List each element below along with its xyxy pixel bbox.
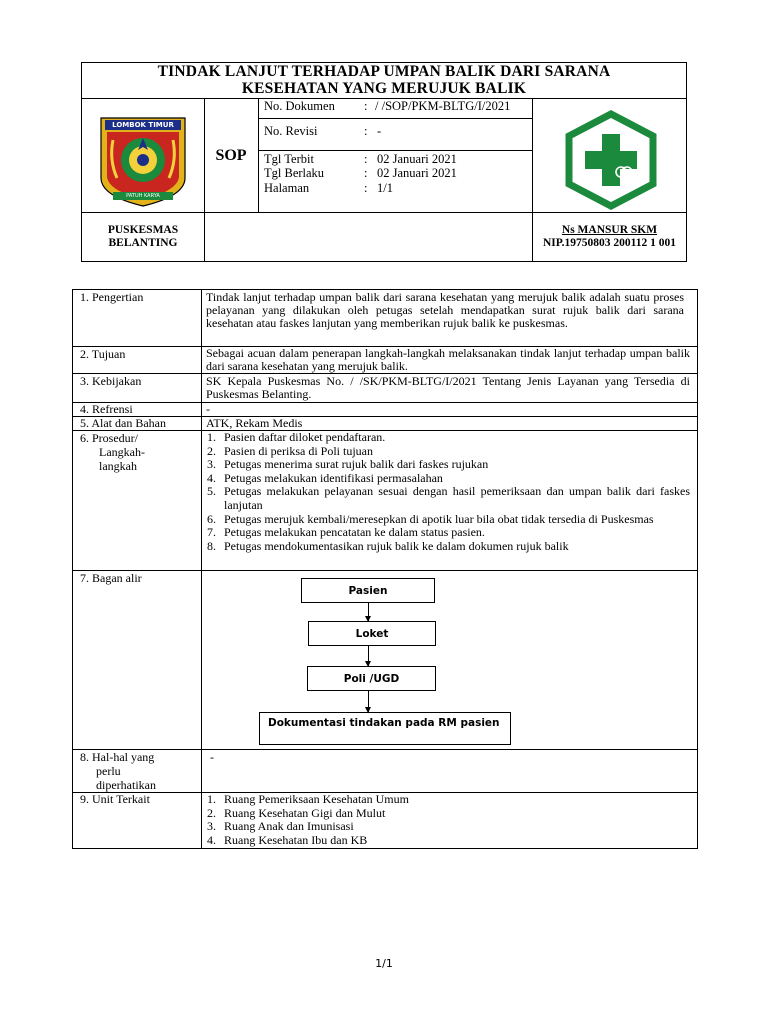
header-col-divider-1 bbox=[204, 98, 205, 262]
list-item bbox=[207, 431, 690, 445]
meta-value-tgl-terbit: 02 Januari 2021 bbox=[377, 152, 457, 166]
meta-sep: : bbox=[364, 181, 368, 195]
step-number: 1. bbox=[207, 430, 216, 444]
step-text: Petugas melakukan pelayanan sesuai dengan hasil pemeriksaan dan umpan balik dari faskes lanjutan bbox=[224, 484, 690, 512]
step-text: Petugas mendokumentasikan rujuk balik ke dalam dokumen rujuk balik bbox=[224, 538, 569, 553]
row-divider bbox=[72, 402, 698, 403]
row-text-alat-bahan: ATK, Rekam Medis bbox=[206, 416, 303, 430]
signer-nip: NIP.19750803 200112 1 001 bbox=[542, 237, 677, 249]
row-label-alat-bahan: 5. Alat dan Bahan bbox=[80, 416, 166, 430]
row-text-hal-hal: - bbox=[210, 750, 214, 764]
flow-box-loket: Loket bbox=[308, 621, 436, 646]
unit-text: Ruang Kesehatan Ibu dan KB bbox=[224, 832, 368, 847]
list-item bbox=[207, 540, 690, 554]
meta-sep: : bbox=[364, 152, 368, 166]
row-label-kebijakan: 3. Kebijakan bbox=[80, 374, 142, 388]
header-row-divider-b bbox=[258, 150, 532, 151]
row-text-refrensi: - bbox=[206, 402, 210, 416]
row-label-tujuan: 2. Tujuan bbox=[80, 347, 126, 361]
meta-label-tgl-terbit: Tgl Terbit bbox=[264, 152, 314, 166]
meta-value-tgl-berlaku: 02 Januari 2021 bbox=[377, 166, 457, 180]
unit-text: Ruang Kesehatan Gigi dan Mulut bbox=[224, 805, 386, 820]
page-number: 1/1 bbox=[375, 957, 393, 970]
row-label-prosedur: 6. Prosedur/ bbox=[80, 431, 138, 445]
meta-value-no-revisi: - bbox=[377, 124, 382, 138]
unit-number: 3. bbox=[207, 819, 216, 834]
org-name-line2: BELANTING bbox=[108, 237, 178, 249]
doc-title-line1: TINDAK LANJUT TERHADAP UMPAN BALIK DARI SARANA bbox=[157, 63, 611, 80]
meta-label-no-revisi: No. Revisi bbox=[264, 124, 318, 138]
meta-label-tgl-berlaku: Tgl Berlaku bbox=[264, 166, 325, 180]
row-label-refrensi: 4. Refrensi bbox=[80, 402, 133, 416]
list-item bbox=[207, 513, 690, 527]
flow-box-dokumentasi: Dokumentasi tindakan pada RM pasien bbox=[259, 712, 511, 745]
unit-number: 2. bbox=[207, 805, 216, 820]
row-label-hal-hal: 8. Hal-hal yang bbox=[80, 750, 155, 764]
step-number: 5. bbox=[207, 484, 216, 499]
meta-sep: : bbox=[364, 166, 368, 180]
step-text: Pasien di periksa di Poli tujuan bbox=[224, 443, 373, 458]
step-text: Petugas melakukan pencatatan ke dalam status pasien. bbox=[224, 525, 485, 540]
header-bottom-divider bbox=[81, 212, 687, 213]
header-col-divider-2 bbox=[258, 98, 259, 212]
row-divider bbox=[72, 749, 698, 750]
step-text: Petugas merujuk kembali/meresepkan di apotik luar bila obat tidak tersedia di Puskesmas bbox=[224, 511, 654, 526]
step-number: 2. bbox=[207, 443, 216, 458]
row-label-pengertian: 1. Pengertian bbox=[80, 290, 144, 304]
row-label-prosedur-3: langkah bbox=[99, 459, 137, 473]
unit-text: Ruang Pemeriksaan Kesehatan Umum bbox=[224, 792, 409, 806]
unit-text: Ruang Anak dan Imunisasi bbox=[224, 819, 354, 834]
meta-label-no-dokumen: No. Dokumen bbox=[264, 99, 335, 113]
row-label-prosedur-2: Langkah- bbox=[99, 445, 145, 459]
step-number: 6. bbox=[207, 511, 216, 526]
row-text-pengertian: Tindak lanjut terhadap umpan balik dari sarana kesehatan yang merujuk balik adalah suatu proses pelayanan yang dilakukan oleh petugas setelah mendapatkan surat rujuk balik dari sarana kesehatan atau faskes lanjutan yang memberikan rujuk balik ke puskesmas. bbox=[206, 290, 684, 331]
sop-label: SOP bbox=[215, 147, 247, 164]
logo-text-bottom: PATUH KARYA bbox=[126, 193, 160, 199]
list-item bbox=[207, 526, 690, 540]
row-label-hal-hal-3: diperhatikan bbox=[96, 778, 156, 792]
list-item bbox=[207, 458, 690, 472]
flow-arrow bbox=[368, 691, 369, 712]
row-label-hal-hal-2: perlu bbox=[96, 764, 121, 778]
org-name-line1: PUSKESMAS bbox=[107, 224, 179, 236]
row-label-bagan-alir: 7. Bagan alir bbox=[80, 571, 142, 585]
flow-arrow bbox=[368, 646, 369, 666]
doc-title-line2: KESEHATAN YANG MERUJUK BALIK bbox=[241, 80, 527, 97]
unit-number: 1. bbox=[207, 792, 216, 806]
list-item bbox=[207, 807, 690, 821]
meta-label-halaman: Halaman bbox=[264, 181, 310, 195]
row-text-kebijakan: SK Kepala Puskesmas No. / /SK/PKM-BLTG/I/2021 Tentang Jenis Layanan yang Tersedia di Puskesmas Belanting. bbox=[206, 374, 690, 402]
lombok-timur-logo bbox=[99, 116, 187, 208]
logo-text-top: LOMBOK TIMUR bbox=[112, 121, 174, 129]
row-text-tujuan: Sebagai acuan dalam penerapan langkah-langkah melaksanakan tindak lanjut terhadap umpan balik dari sarana kesehatan yang merujuk balik. bbox=[206, 346, 690, 374]
list-item bbox=[207, 472, 690, 486]
step-number: 8. bbox=[207, 538, 216, 553]
row-divider bbox=[72, 570, 698, 571]
meta-value-halaman: 1/1 bbox=[377, 181, 393, 195]
puskesmas-logo bbox=[561, 110, 661, 210]
header-row-divider-a bbox=[258, 118, 532, 119]
step-text: Petugas melakukan identifikasi permasalahan bbox=[224, 470, 443, 485]
flow-arrow bbox=[368, 603, 369, 621]
step-text: Petugas menerima surat rujuk balik dari faskes rujukan bbox=[224, 457, 489, 472]
meta-sep: : bbox=[364, 124, 368, 138]
list-item bbox=[207, 834, 690, 848]
meta-value-no-dokumen: / /SOP/PKM-BLTG/I/2021 bbox=[375, 99, 511, 113]
row-label-unit-terkait: 9. Unit Terkait bbox=[80, 792, 150, 806]
unit-number: 4. bbox=[207, 832, 216, 847]
flow-box-pasien: Pasien bbox=[301, 578, 435, 603]
list-item bbox=[207, 485, 690, 512]
list-item bbox=[207, 445, 690, 459]
step-number: 4. bbox=[207, 470, 216, 485]
step-number: 7. bbox=[207, 525, 216, 540]
flow-box-poli-ugd: Poli /UGD bbox=[307, 666, 436, 691]
list-item bbox=[207, 820, 690, 834]
prosedur-steps bbox=[207, 431, 690, 553]
list-item bbox=[207, 793, 690, 807]
step-text: Pasien daftar diloket pendaftaran. bbox=[224, 430, 386, 444]
meta-sep: : bbox=[364, 99, 368, 113]
unit-terkait-list bbox=[207, 793, 690, 847]
step-number: 3. bbox=[207, 457, 216, 472]
signer-name: Ns MANSUR SKM bbox=[561, 224, 658, 236]
